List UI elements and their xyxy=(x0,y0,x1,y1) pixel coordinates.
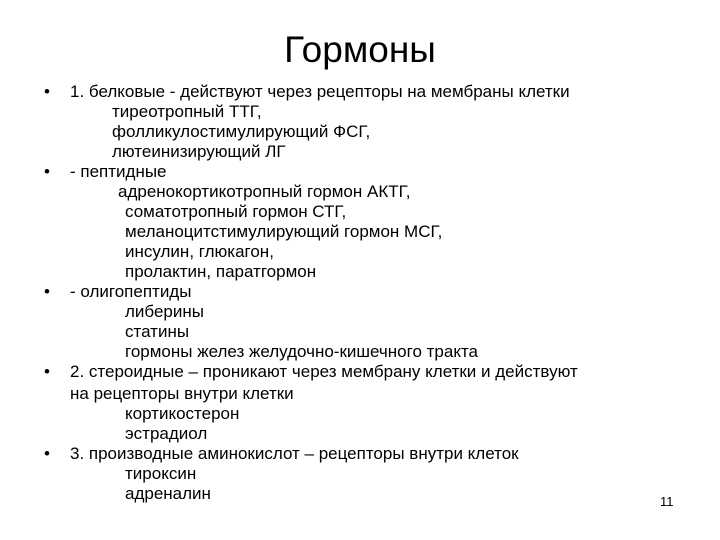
sub-item: тиреотропный ТТГ, xyxy=(112,102,262,121)
sub-item: адренокортикотропный гормон АКТГ, xyxy=(118,182,411,201)
sub-item: гормоны желез желудочно-кишечного тракта xyxy=(125,342,479,361)
sub-item: соматотропный гормон СТГ, xyxy=(125,202,347,221)
sub-item: пролактин, паратгормон xyxy=(125,262,317,281)
sub-item: тироксин xyxy=(125,464,197,483)
bullet-text: - олигопептиды xyxy=(70,282,192,301)
sub-item: статины xyxy=(125,322,190,341)
sub-item: инсулин, глюкагон, xyxy=(125,242,274,261)
sub-item: лютеинизирующий ЛГ xyxy=(112,142,286,161)
page-number: 11 xyxy=(660,494,674,509)
bullet-text: 2. стероидные – проникают через мембрану клетки и действуют xyxy=(70,362,578,381)
sub-item: меланоцитстимулирующий гормон МСГ, xyxy=(125,222,443,241)
bullet-marker: • xyxy=(44,82,50,101)
bullet-text-continuation: на рецепторы внутри клетки xyxy=(70,384,294,403)
sub-item: эстрадиол xyxy=(125,424,208,443)
bullet-text: - пептидные xyxy=(70,162,167,181)
sub-item: либерины xyxy=(125,302,204,321)
bullet-text: 3. производные аминокислот – рецепторы внутри клеток xyxy=(70,444,519,463)
slide-title: Гормоны xyxy=(284,29,436,70)
bullet-marker: • xyxy=(44,162,50,181)
sub-item: кортикостерон xyxy=(125,404,240,423)
sub-item: адреналин xyxy=(125,484,211,503)
bullet-marker: • xyxy=(44,444,50,463)
sub-item: фолликулостимулирующий ФСГ, xyxy=(112,122,371,141)
bullet-text: 1. белковые - действуют через рецепторы на мембраны клетки xyxy=(70,82,570,101)
bullet-marker: • xyxy=(44,282,50,301)
bullet-marker: • xyxy=(44,362,50,381)
